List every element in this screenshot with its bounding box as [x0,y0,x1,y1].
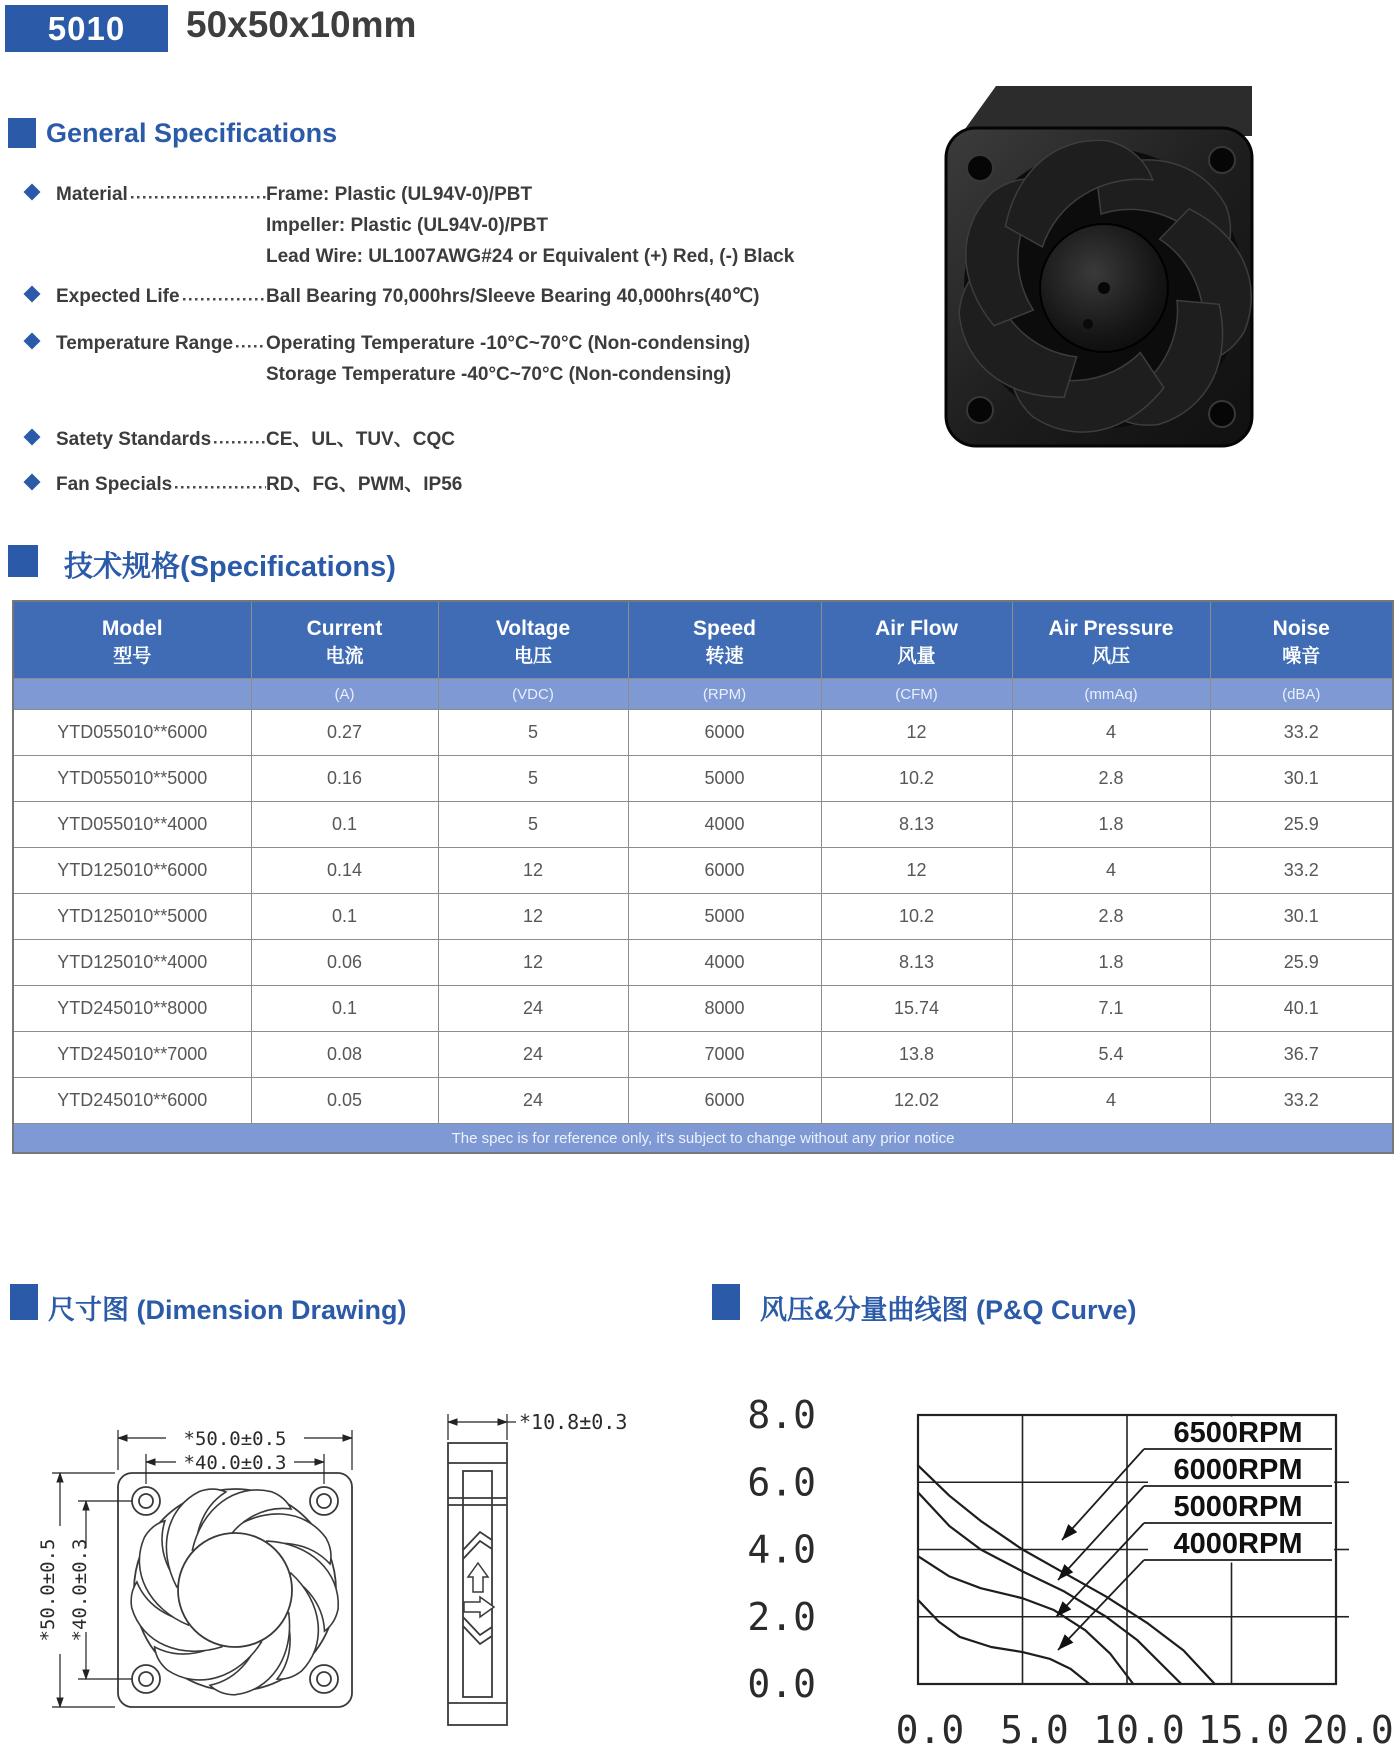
table-cell: YTD055010**4000 [13,802,251,848]
legend-label: 4000RPM [1173,1528,1303,1560]
table-cell: 4 [1012,1078,1210,1124]
spec-values [266,427,836,452]
table-row [13,710,1393,756]
spec-item [26,472,836,497]
table-cell: 8.13 [821,940,1012,986]
table-cell: 0.1 [251,986,438,1032]
table-cell: 2.8 [1012,894,1210,940]
airflow-arrow-icon [464,1597,494,1617]
table-cell: 4 [1012,710,1210,756]
spec-values [266,284,836,309]
table-cell: 6000 [628,848,821,894]
spec-values [266,472,836,497]
dim-width-label: *50.0±0.5 [183,1428,287,1450]
section-square-icon [8,545,38,577]
fan-photo [938,76,1258,454]
table-cell: 4000 [628,940,821,986]
side-view [448,1443,507,1725]
spec-table-wrap [12,600,1389,1154]
table-row [13,940,1393,986]
dotted-leader [175,472,266,489]
legend-label: 6000RPM [1173,1454,1303,1486]
table-cell: 40.1 [1210,986,1393,1032]
table-row [13,756,1393,802]
table-cell: 33.2 [1210,710,1393,756]
table-cell: 5000 [628,894,821,940]
y-axis-tick: 4.0 [747,1527,816,1572]
table-cell: 0.08 [251,1032,438,1078]
table-cell: 5 [438,756,628,802]
spec-table-heading: 技术规格(Specifications) [64,551,396,583]
x-axis-tick: 20.0 [1302,1708,1394,1752]
dimension-drawing [30,1380,710,1753]
dim-thickness-label: *10.8±0.3 [519,1410,628,1434]
dotted-leader [131,182,266,199]
model-badge: 5010 [5,5,168,52]
table-cell: 0.1 [251,802,438,848]
table-cell: 13.8 [821,1032,1012,1078]
table-cell: 25.9 [1210,940,1393,986]
section-square-icon [10,1284,38,1320]
table-row [13,848,1393,894]
table-cell: YTD125010**6000 [13,848,251,894]
column-unit: (A) [251,679,438,710]
pq-chart [720,1355,1400,1753]
table-cell: 5 [438,802,628,848]
spec-table [12,600,1394,1154]
y-axis-tick: 8.0 [747,1393,816,1437]
y-axis-tick: 2.0 [747,1594,816,1639]
front-view [118,1470,357,1711]
table-cell: YTD125010**4000 [13,940,251,986]
column-header: Air Flow 风量 [821,601,1012,679]
table-cell: 5000 [628,756,821,802]
y-axis-tick: 0.0 [747,1662,816,1706]
y-axis-tick: 6.0 [747,1460,816,1505]
page-title: 50x50x10mm [186,4,417,45]
table-cell: 12 [438,940,628,986]
diamond-bullet-icon [26,182,56,203]
spec-label: Material [56,184,128,205]
general-specs-list [26,182,836,506]
spec-value-line: Storage Temperature -40°C~70°C (Non-condensing) [266,364,732,385]
table-cell: YTD245010**7000 [13,1032,251,1078]
spec-label: Expected Life [56,286,180,307]
spec-value-line: Lead Wire: UL1007AWG#24 or Equivalent (+) Red, (-) Black [266,246,795,267]
column-header: Speed 转速 [628,601,821,679]
table-cell: 0.16 [251,756,438,802]
table-cell: 0.14 [251,848,438,894]
spec-label: Satety Standards [56,429,212,450]
column-unit [13,679,251,710]
column-unit: (CFM) [821,679,1012,710]
table-cell: 6000 [628,710,821,756]
spec-values [266,182,836,275]
table-cell: 1.8 [1012,940,1210,986]
section-square-icon [712,1284,740,1320]
column-unit: (mmAq) [1012,679,1210,710]
table-row [13,802,1393,848]
dotted-leader [236,331,266,348]
table-cell: 24 [438,1078,628,1124]
column-unit: (RPM) [628,679,821,710]
dim-hole-v-label: *40.0±0.3 [69,1538,91,1642]
dim-hole-label: *40.0±0.3 [183,1452,287,1474]
rotation-arrow-icon [468,1563,488,1592]
table-cell: 24 [438,1032,628,1078]
table-cell: YTD125010**5000 [13,894,251,940]
table-cell: 6000 [628,1078,821,1124]
spec-value-line: Impeller: Plastic (UL94V-0)/PBT [266,215,548,236]
diamond-bullet-icon [26,427,56,448]
table-cell: 12 [821,848,1012,894]
table-cell: 25.9 [1210,802,1393,848]
column-header: Model 型号 [13,601,251,679]
table-cell: 5.4 [1012,1032,1210,1078]
table-cell: 30.1 [1210,894,1393,940]
spec-table-body [13,710,1393,1124]
diamond-bullet-icon [26,331,56,352]
table-cell: 10.2 [821,894,1012,940]
table-cell: 36.7 [1210,1032,1393,1078]
table-cell: 12.02 [821,1078,1012,1124]
table-row [13,894,1393,940]
spec-item [26,427,836,452]
diamond-bullet-icon [26,284,56,305]
table-cell: 2.8 [1012,756,1210,802]
table-cell: YTD055010**5000 [13,756,251,802]
spec-item [26,284,836,309]
table-cell: 0.27 [251,710,438,756]
spec-label: Fan Specials [56,474,173,495]
spec-values [266,331,836,393]
dotted-leader [183,284,266,301]
spec-value-line: RD、FG、PWM、IP56 [266,474,463,495]
column-header: Current 电流 [251,601,438,679]
dim-height-label: *50.0±0.5 [37,1538,59,1642]
table-row [13,986,1393,1032]
table-cell: YTD245010**6000 [13,1078,251,1124]
spec-label: Temperature Range [56,333,234,354]
table-cell: 10.2 [821,756,1012,802]
table-cell: YTD055010**6000 [13,710,251,756]
spec-value-line: Ball Bearing 70,000hrs/Sleeve Bearing 40,000hrs(40℃) [266,286,760,307]
table-cell: 7.1 [1012,986,1210,1032]
table-cell: 15.74 [821,986,1012,1032]
table-cell: 0.06 [251,940,438,986]
spec-item [26,182,836,275]
dimension-heading: 尺寸图 (Dimension Drawing) [48,1295,407,1325]
x-axis-tick: 0.0 [895,1708,965,1752]
table-cell: 33.2 [1210,1078,1393,1124]
table-cell: 0.05 [251,1078,438,1124]
table-cell: 8.13 [821,802,1012,848]
spec-item [26,331,836,393]
table-cell: YTD245010**8000 [13,986,251,1032]
diamond-bullet-icon [26,472,56,493]
x-axis-tick: 5.0 [1000,1708,1069,1752]
table-cell: 12 [821,710,1012,756]
table-cell: 24 [438,986,628,1032]
column-unit: (dBA) [1210,679,1393,710]
spec-value-line: Operating Temperature -10°C~70°C (Non-condensing) [266,333,751,354]
column-header: Voltage 电压 [438,601,628,679]
table-cell: 30.1 [1210,756,1393,802]
table-cell: 0.1 [251,894,438,940]
side-dimensions [448,1414,516,1440]
table-cell: 12 [438,894,628,940]
table-cell: 4 [1012,848,1210,894]
table-cell: 7000 [628,1032,821,1078]
dotted-leader [214,427,266,444]
table-cell: 4000 [628,802,821,848]
table-footnote: The spec is for reference only, it's subject to change without any prior notice [13,1124,1393,1154]
table-cell: 12 [438,848,628,894]
fan-hub-center [1098,282,1110,294]
column-header: Noise 噪音 [1210,601,1393,679]
spec-value-line: Frame: Plastic (UL94V-0)/PBT [266,184,533,205]
column-header: Air Pressure 风压 [1012,601,1210,679]
column-unit: (VDC) [438,679,628,710]
section-square-icon [8,118,36,148]
table-cell: 8000 [628,986,821,1032]
x-axis-tick: 15.0 [1197,1708,1290,1752]
table-cell: 1.8 [1012,802,1210,848]
spec-value-line: CE、UL、TUV、CQC [266,429,455,450]
legend-label: 6500RPM [1173,1417,1303,1449]
x-axis-tick: 10.0 [1093,1708,1185,1752]
table-row [13,1078,1393,1124]
legend-label: 5000RPM [1173,1491,1303,1523]
table-cell: 5 [438,710,628,756]
table-cell: 33.2 [1210,848,1393,894]
table-row [13,1032,1393,1078]
general-specs-heading: General Specifications [46,118,338,148]
pq-heading: 风压&分量曲线图 (P&Q Curve) [760,1295,1137,1325]
